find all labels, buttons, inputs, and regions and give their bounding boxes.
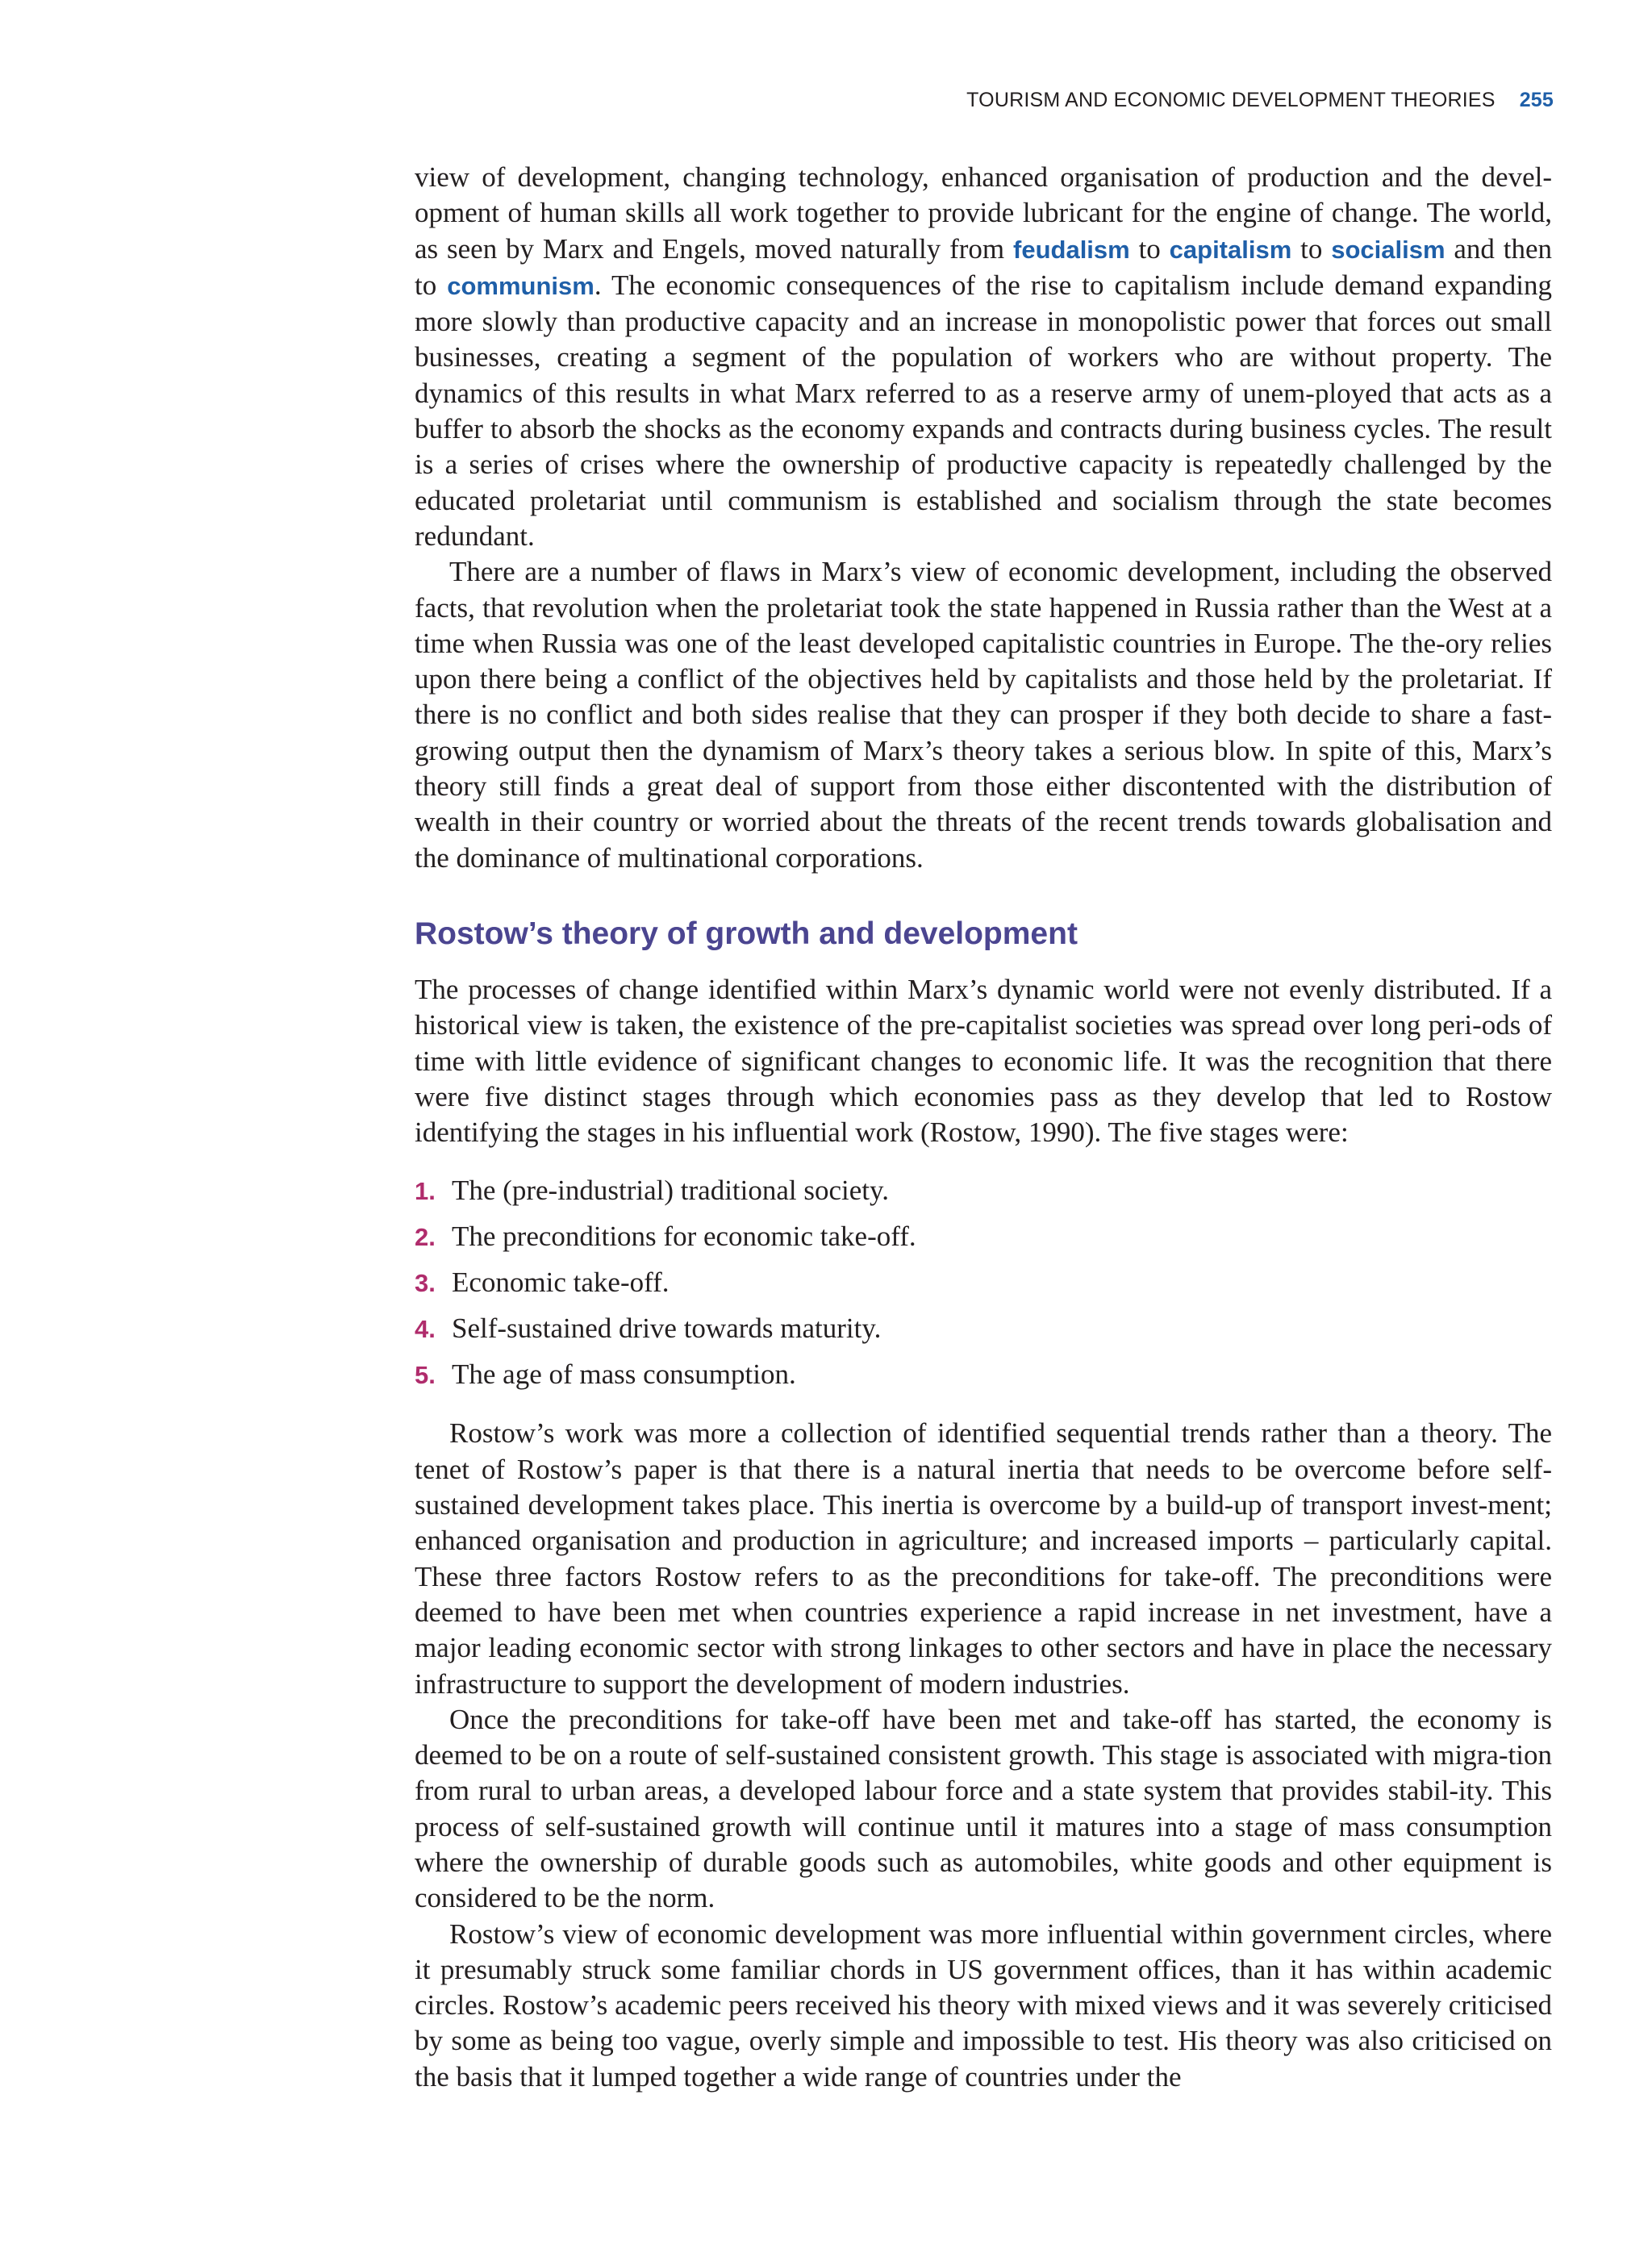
list-item-number: 2. [415, 1223, 436, 1252]
keyword-capitalism[interactable]: capitalism [1169, 235, 1292, 264]
list-item-text: Self-sustained drive towards maturity. [452, 1312, 882, 1345]
list-item-text: The (pre-industrial) traditional society. [452, 1175, 889, 1207]
list-item-number: 4. [415, 1315, 436, 1344]
keyword-feudalism[interactable]: feudalism [1013, 235, 1130, 264]
list-item-number: 3. [415, 1269, 436, 1298]
paragraph-rostow-intro: The processes of change identified within Marx’s dynamic world were not evenly distributed. If a historical view is taken, the existence of the pre-capitalist societies was spread over long peri-ods of time with little evidence of significant changes to economic life. It was the recognition that there were five distinct stages through which economies pass as they develop that led to Rostow identifying the stages in his influential work (Rostow, 1990). The five stages were: [415, 973, 1552, 1149]
paragraph-rostow-growth: Once the preconditions for take-off have been met and take-off has started, the economy is deemed to be on a route of self-sustained consistent growth. This stage is associated with migra-tion from rural to urban areas, a developed labour force and a state system that provides stabil-ity. This process of self-sustained growth will continue until it matures into a stage of mass consumption where the ownership of durable goods such as automobiles, white goods and other equipment is considered to be the norm. [415, 1703, 1552, 1914]
running-head [966, 89, 1554, 112]
paragraph-marx-flaws: There are a number of flaws in Marx’s view of economic development, including the observed facts, that revolution when the proletariat took the state happened in Russia rather than the West at a time when Russia was one of the least developed capitalistic countries in Europe. The the-ory relies upon there being a conflict of the objectives held by capitalists and those held by the proletariat. If there is no conflict and both sides realise that they can prosper if they both decide to share a fast-growing output then the dynamism of Marx’s theory takes a serious blow. In spite of this, Marx’s theory still finds a great deal of support from those either discontented with the distribution of wealth in their country or worried about the threats of the recent trends towards globalisation and the dominance of multinational corporations. [415, 556, 1552, 874]
list-item-text: The age of mass consumption. [452, 1358, 796, 1391]
stages-list [415, 1168, 1552, 1398]
list-item [415, 1352, 1552, 1398]
list-item-number: 1. [415, 1177, 436, 1206]
list-item-text: Economic take-off. [452, 1266, 670, 1299]
list-item [415, 1168, 1552, 1214]
list-item-number: 5. [415, 1361, 436, 1390]
paragraph-rostow-criticism: Rostow’s view of economic development was more influential within government circles, where it presumably struck some familiar chords in US government offices, than it has within academic circles. Rostow’s academic peers received his theory with mixed views and it was severely criticised by some as being too vague, overly simple and impossible to test. His theory was also criticised on the basis that it lumped together a wide range of countries under the [415, 1917, 1552, 2093]
list-item [415, 1306, 1552, 1352]
body-text [415, 160, 1552, 2095]
list-item-text: The preconditions for economic take-off. [452, 1221, 916, 1253]
paragraph-marx-stages: view of development, changing technology, enhanced organisation of production and the devel-opment of human skills all work together to provide lubricant for the engine of change. The world, as seen by Marx and Engels, moved naturally from feudalism to capitalism to socialism and then to communism. The economic consequences of the rise to capitalism include demand expanding more slowly than productive capacity and an increase in monopolistic power that forces out small businesses, creating a segment of the population of workers who are without property. The dynamics of this results in what Marx referred to as a reserve army of unem-ployed that acts as a buffer to absorb the shocks as the economy expands and contracts during business cycles. The result is a series of crises where the ownership of productive capacity is repeatedly challenged by the educated proletariat until communism is established and socialism through the state becomes redundant. [415, 161, 1553, 552]
section-heading: Rostow’s theory of growth and development [415, 916, 1078, 951]
page-number: 255 [1519, 89, 1554, 111]
running-head-title: TOURISM AND ECONOMIC DEVELOPMENT THEORIES [966, 89, 1496, 111]
paragraph-rostow-preconditions: Rostow’s work was more a collection of identified sequential trends rather than a theory. The tenet of Rostow’s paper is that there is a natural inertia that needs to be overcome before self-sustained development takes place. This inertia is overcome by a build-up of transport invest-ment; enhanced organisation and production in agriculture; and increased imports – particularly capital. These three factors Rostow refers to as the preconditions for take-off. The preconditions were deemed to have been met when countries experience a rapid increase in net investment, have a major leading economic sector with strong linkages to other sectors and have in place the necessary infrastructure to support the development of modern industries. [415, 1417, 1552, 1700]
keyword-communism[interactable]: communism [447, 271, 594, 300]
list-item [415, 1214, 1552, 1260]
keyword-socialism[interactable]: socialism [1331, 235, 1446, 264]
list-item [415, 1260, 1552, 1306]
